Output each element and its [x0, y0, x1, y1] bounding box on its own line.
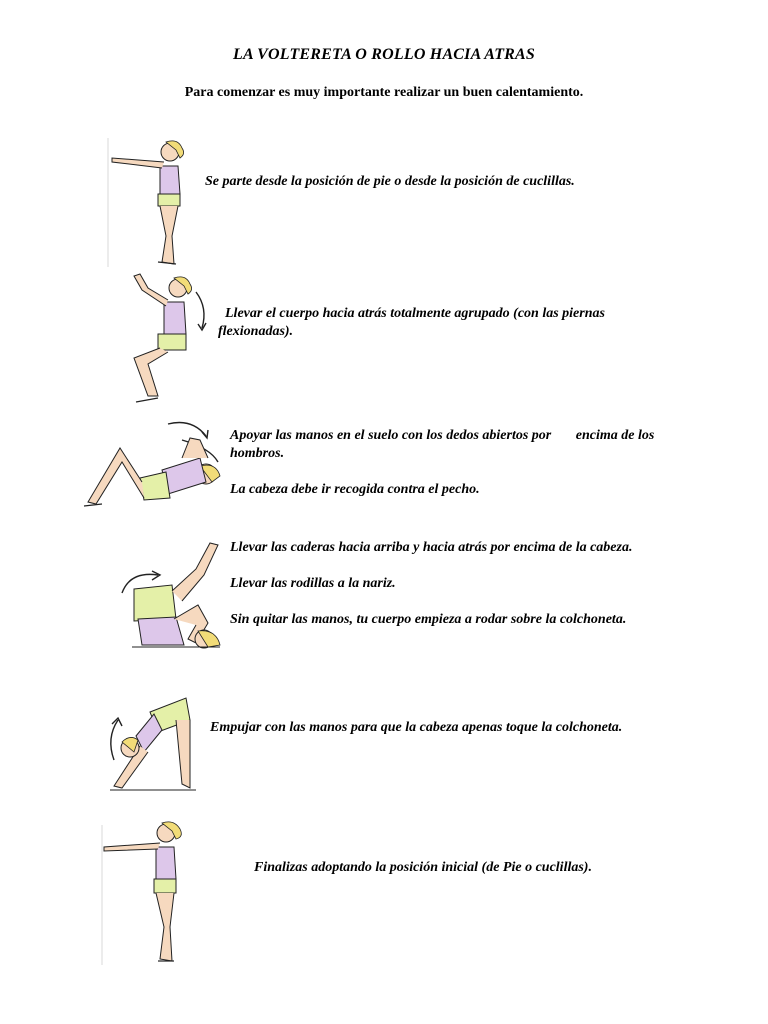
step-1-line-1: Se parte desde la posición de pie o desde la posición de cuclillas.	[205, 174, 575, 189]
step-text-5	[210, 719, 690, 737]
step-text-2	[218, 305, 648, 341]
step-3-line-1: Apoyar las manos en el suelo con los dedos abiertos por encima de los hombros.	[230, 428, 658, 461]
figure-standing-end	[96, 815, 196, 970]
step-text-4	[230, 539, 670, 629]
step-3-line-2: La cabeza debe ir recogida contra el pecho.	[230, 482, 480, 497]
step-text-3	[230, 427, 670, 499]
page-title: LA VOLTERETA O ROLLO HACIA ATRAS	[232, 46, 536, 63]
figure-rolling-back	[82, 418, 222, 513]
step-4-line-3: Sin quitar las manos, tu cuerpo empieza a rodar sobre la colchoneta.	[230, 612, 627, 627]
step-text-1	[205, 173, 725, 191]
step-4-line-2: Llevar las rodillas a la nariz.	[230, 576, 396, 591]
step-6-line-1: Finalizas adoptando la posición inicial (de Pie o cuclillas).	[254, 860, 592, 875]
step-text-6	[254, 859, 714, 877]
step-5-line-1: Empujar con las manos para que la cabeza apenas toque la colchoneta.	[210, 720, 623, 735]
intro-text: Para comenzar es muy importante realizar un buen calentamiento.	[184, 85, 584, 100]
step-2-line-1: Llevar el cuerpo hacia atrás totalmente agrupado (con las piernas flexionadas).	[218, 306, 609, 339]
figure-standing-start	[100, 132, 200, 272]
figure-hips-over-head	[112, 535, 227, 653]
step-4-line-1: Llevar las caderas hacia arriba y hacia atrás por encima de la cabeza.	[230, 540, 633, 555]
figure-crouching	[128, 272, 218, 412]
figure-pushing-hands	[100, 690, 205, 795]
